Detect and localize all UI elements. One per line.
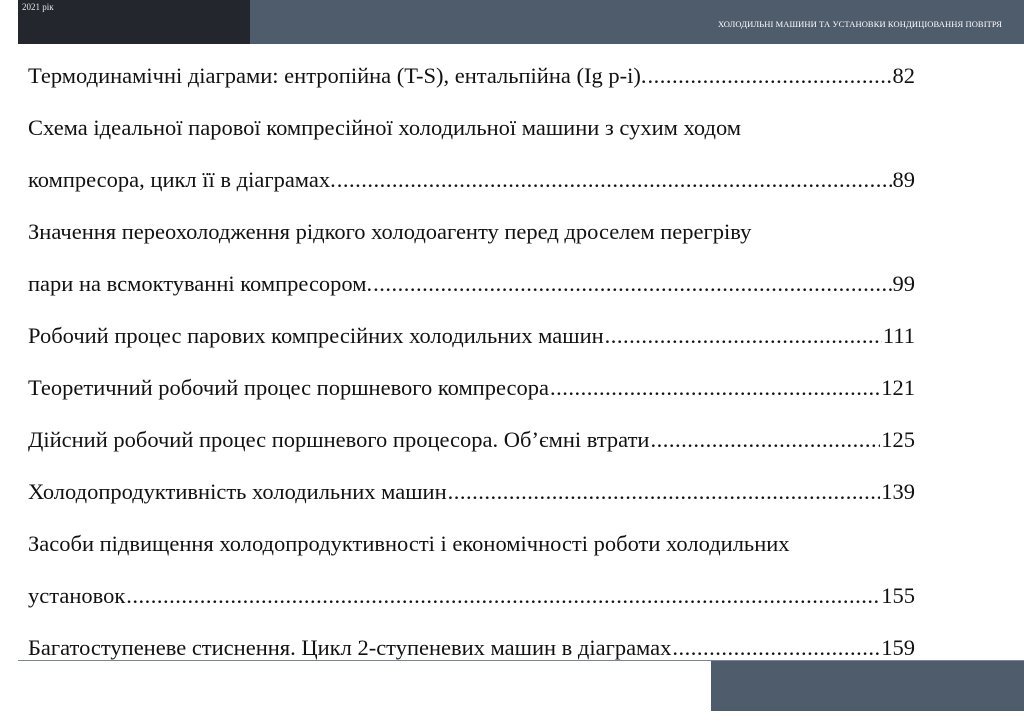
toc-page-number: 99 — [892, 271, 915, 296]
toc-page-number: 121 — [881, 375, 915, 400]
toc-entry-text: Значення переохолодження рідкого холодоагенту перед дроселем перегріву — [28, 219, 752, 244]
toc-page-number: 111 — [882, 323, 915, 348]
toc-entry-continued — [28, 160, 915, 212]
toc-entry-text: компресора, цикл її в діаграмах. — [28, 167, 336, 192]
toc-entry-text: Дійсний робочий процес поршневого процесора. Об’ємні втрати — [28, 427, 650, 452]
toc-entry-text: Холодопродуктивність холодильних машин — [28, 479, 447, 504]
toc-entry — [28, 56, 915, 108]
toc-page-number: 82 — [892, 63, 915, 88]
toc-page-number: 125 — [881, 427, 915, 452]
toc-entry — [28, 420, 915, 472]
toc-leader-dots — [550, 368, 880, 408]
toc-entry — [28, 212, 915, 264]
table-of-contents — [28, 56, 915, 680]
toc-entry-continued — [28, 576, 915, 628]
toc-leader-dots — [126, 576, 880, 616]
toc-entry — [28, 368, 915, 420]
toc-entry — [28, 524, 915, 576]
toc-entry-text: установок — [28, 583, 126, 608]
header-title: ХОЛОДИЛЬНІ МАШИНИ ТА УСТАНОВКИ КОНДИЦІОВАННЯ ПОВІТРЯ — [717, 19, 1002, 29]
toc-leader-dots — [605, 316, 882, 356]
toc-page-number: 155 — [881, 583, 915, 608]
toc-entry — [28, 472, 915, 524]
toc-leader-dots — [647, 56, 891, 96]
toc-entry-text: пари на всмоктуванні компресором. — [28, 271, 373, 296]
toc-entry-text: Засоби підвищення холодопродуктивності і економічності роботи холодильних — [28, 531, 790, 556]
toc-entry-text: Схема ідеальної парової компресійної холодильної машини з сухим ходом — [28, 115, 742, 140]
header-bar — [250, 0, 1024, 44]
footer-block — [711, 661, 1024, 711]
toc-leader-dots — [337, 160, 892, 200]
toc-entry — [28, 316, 915, 368]
toc-entry-continued — [28, 264, 915, 316]
toc-leader-dots — [650, 420, 880, 460]
toc-entry — [28, 108, 915, 160]
header-year: 2021 рік — [22, 2, 54, 12]
toc-entry-text: Багатоступеневе стиснення. Цикл 2-ступеневих машин в діаграмах — [28, 635, 672, 660]
toc-leader-dots — [448, 472, 881, 512]
toc-page-number: 89 — [892, 167, 915, 192]
toc-leader-dots — [373, 264, 891, 304]
toc-page-number: 159 — [881, 635, 915, 660]
toc-page-number: 139 — [881, 479, 915, 504]
toc-entry-text: Термодинамічні діаграми: ентропійна (T-S), ентальпійна (Ig p-i). — [28, 63, 647, 88]
toc-entry-text: Теоретичний робочий процес поршневого компресора — [28, 375, 549, 400]
header-dark-block — [18, 0, 250, 44]
toc-entry-text: Робочий процес парових компресійних холодильних машин — [28, 323, 604, 348]
